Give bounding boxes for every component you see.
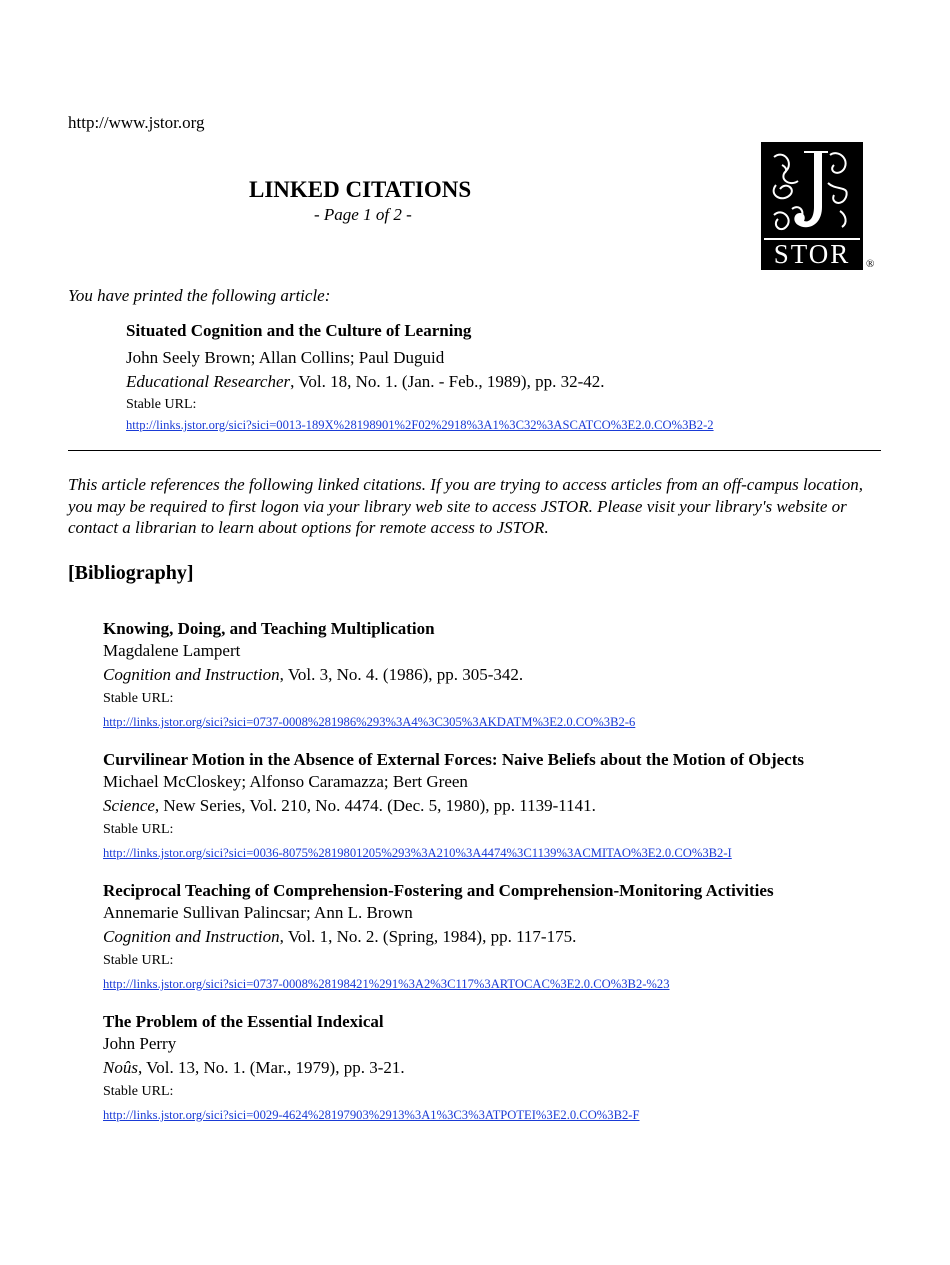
reference-item (103, 880, 893, 996)
reference-journal: Science (103, 796, 155, 815)
printed-article-intro: You have printed the following article: (68, 286, 331, 305)
reference-authors: Magdalene Lampert (103, 641, 241, 660)
article-authors: John Seely Brown; Allan Collins; Paul Duguid (126, 348, 445, 367)
divider (68, 450, 881, 451)
reference-title: Curvilinear Motion in the Absence of External Forces: Naive Beliefs about the Motion of Objects (103, 750, 805, 769)
reference-citation (103, 1056, 893, 1080)
reference-details: , Vol. 3, No. 4. (1986), pp. 305-342. (279, 665, 524, 684)
reference-authors: John Perry (103, 1034, 177, 1053)
reference-details: , Vol. 13, No. 1. (Mar., 1979), pp. 3-21. (137, 1058, 405, 1077)
reference-stable-url-link[interactable]: http://links.jstor.org/sici?sici=0029-4624%28197903%2913%3A1%3C3%3ATPOTEI%3E2.0.CO%3B2-F (103, 1108, 640, 1122)
registered-mark: ® (866, 258, 875, 270)
reference-item (103, 749, 893, 865)
reference-journal: Cognition and Instruction (103, 927, 280, 946)
reference-item (103, 618, 893, 734)
reference-authors: Michael McCloskey; Alfonso Caramazza; Bert Green (103, 772, 468, 791)
article-citation (126, 370, 886, 394)
reference-details: , New Series, Vol. 210, No. 4474. (Dec. 5, 1980), pp. 1139-1141. (154, 796, 596, 815)
article-title: Situated Cognition and the Culture of Learning (126, 321, 472, 340)
reference-details: , Vol. 1, No. 2. (Spring, 1984), pp. 117-175. (279, 927, 577, 946)
reference-title: The Problem of the Essential Indexical (103, 1012, 384, 1031)
reference-journal: Cognition and Instruction (103, 665, 280, 684)
stable-url-label: Stable URL: (103, 691, 174, 706)
reference-citation (103, 925, 893, 949)
printed-article (126, 320, 886, 434)
bibliography-heading: [Bibliography] (68, 562, 194, 584)
article-journal: Educational Researcher (126, 372, 291, 391)
jstor-logo (761, 142, 863, 270)
reference-citation (103, 794, 893, 818)
reference-list (103, 618, 893, 1142)
reference-item (103, 1011, 893, 1127)
reference-stable-url-link[interactable]: http://links.jstor.org/sici?sici=0737-0008%28198421%291%3A2%3C117%3ARTOCAC%3E2.0.CO%3B2-%23 (103, 977, 670, 991)
jstor-logo-text: STOR (773, 239, 851, 269)
page-indicator: - Page 1 of 2 - (314, 205, 412, 224)
jstor-j-ornament-icon (764, 145, 860, 238)
page-title: LINKED CITATIONS (249, 177, 472, 202)
site-url: http://www.jstor.org (68, 113, 205, 132)
stable-url-label: Stable URL: (103, 953, 174, 968)
reference-citation (103, 663, 893, 687)
article-stable-url-link[interactable]: http://links.jstor.org/sici?sici=0013-189X%28198901%2F02%2918%3A1%3C32%3ASCATCO%3E2.0.CO%3B2-2 (126, 418, 714, 432)
reference-stable-url-link[interactable]: http://links.jstor.org/sici?sici=0737-0008%281986%293%3A4%3C305%3AKDATM%3E2.0.CO%3B2-6 (103, 715, 636, 729)
reference-title: Knowing, Doing, and Teaching Multiplication (103, 619, 435, 638)
article-details: , Vol. 18, No. 1. (Jan. - Feb., 1989), pp. 32-42. (290, 372, 605, 391)
reference-journal: Noûs (103, 1058, 138, 1077)
linked-citations-notice: This article references the following linked citations. If you are trying to access articles from an off-campus location, you may be required to first logon via your library web site to access JSTOR. Please visit your library's website or contact a librarian to learn about options for remote access to JSTOR. (68, 475, 863, 537)
stable-url-label: Stable URL: (103, 1084, 174, 1099)
stable-url-label: Stable URL: (103, 822, 174, 837)
reference-stable-url-link[interactable]: http://links.jstor.org/sici?sici=0036-8075%2819801205%293%3A210%3A4474%3C1139%3ACMITAO%3E2.0.CO%3B2-I (103, 846, 732, 860)
reference-authors: Annemarie Sullivan Palincsar; Ann L. Brown (103, 903, 413, 922)
stable-url-label: Stable URL: (126, 397, 197, 412)
reference-title: Reciprocal Teaching of Comprehension-Fostering and Comprehension-Monitoring Activities (103, 881, 774, 900)
